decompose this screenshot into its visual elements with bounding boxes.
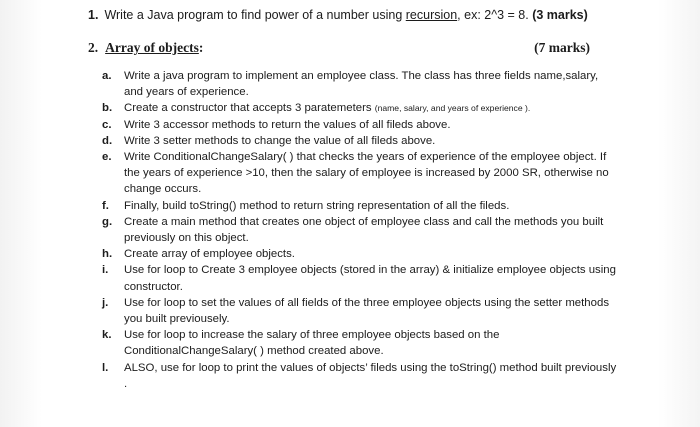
list-item <box>98 327 618 359</box>
question-1-marks: (3 marks) <box>532 8 588 22</box>
question-1-example: , ex: 2^3 = 8. <box>457 8 533 22</box>
item-label: a. <box>102 70 112 82</box>
item-label: k. <box>102 329 112 342</box>
item-text: Write 3 setter methods to change the value of all fileds above. <box>124 134 436 147</box>
question-2-title: Array of objects <box>105 40 199 55</box>
item-small-text: (name, salary, and years of experience ). <box>374 103 531 114</box>
item-label: j. <box>102 296 109 309</box>
list-item <box>98 133 618 149</box>
question-1-text: Write a Java program to find power of a number using <box>104 8 406 22</box>
question-1-underlined-word: recursion <box>405 8 458 22</box>
item-text: Finally, build toString() method to return string representation of all the fileds. <box>124 199 510 212</box>
list-item <box>98 100 618 116</box>
item-text: Write 3 accessor methods to return the values of all fileds above. <box>124 118 451 131</box>
question-2-colon: : <box>198 40 204 55</box>
item-label: b. <box>102 102 113 115</box>
list-item <box>98 149 618 198</box>
item-text: Create a main method that creates one object of employee class and call the methods you built previously on this object. <box>124 215 604 245</box>
item-label: i. <box>102 264 109 277</box>
item-label: d. <box>102 134 113 147</box>
question-2-heading <box>88 40 598 56</box>
question-2-marks: (7 marks) <box>534 40 590 55</box>
item-label: h. <box>102 248 113 261</box>
list-item <box>98 198 618 214</box>
item-text: Create a constructor that accepts 3 paratemeters <box>124 102 375 115</box>
item-text: ALSO, use for loop to print the values of objects’ fileds using the toString() method built previously . <box>124 361 617 390</box>
list-item <box>98 262 618 294</box>
list-item <box>98 295 618 327</box>
item-label: f. <box>102 199 109 212</box>
item-text: Write a java program to implement an employee class. The class has three fields name,salary, and years of experience. <box>124 70 599 99</box>
item-text: Use for loop to set the values of all fields of the three employee objects using the setter methods you built previousely. <box>124 296 610 326</box>
list-item <box>98 360 618 392</box>
list-item <box>98 246 618 262</box>
question-1 <box>88 8 588 22</box>
question-2-item-list <box>98 68 618 392</box>
list-item <box>98 214 618 246</box>
item-label: g. <box>102 215 113 228</box>
item-text: Write ConditionalChangeSalary( ) that checks the years of experience of the employee object. If the years of experience >10, then the salary of employee is increased by 2000 SR, otherwise no change occurs. <box>124 151 609 196</box>
question-2-number: 2. <box>88 40 99 55</box>
item-text: Create array of employee objects. <box>124 248 295 261</box>
item-text: Use for loop to increase the salary of three employee objects based on the ConditionalChangeSalary( ) method created above. <box>124 329 500 358</box>
question-1-number: 1. <box>88 8 99 22</box>
item-label: e. <box>102 151 112 164</box>
list-item <box>98 117 618 133</box>
item-label: c. <box>102 118 112 131</box>
item-text: Use for loop to Create 3 employee objects (stored in the array) & initialize employee objects using constructor. <box>124 264 616 293</box>
item-label: l. <box>102 361 109 374</box>
list-item <box>98 68 618 100</box>
